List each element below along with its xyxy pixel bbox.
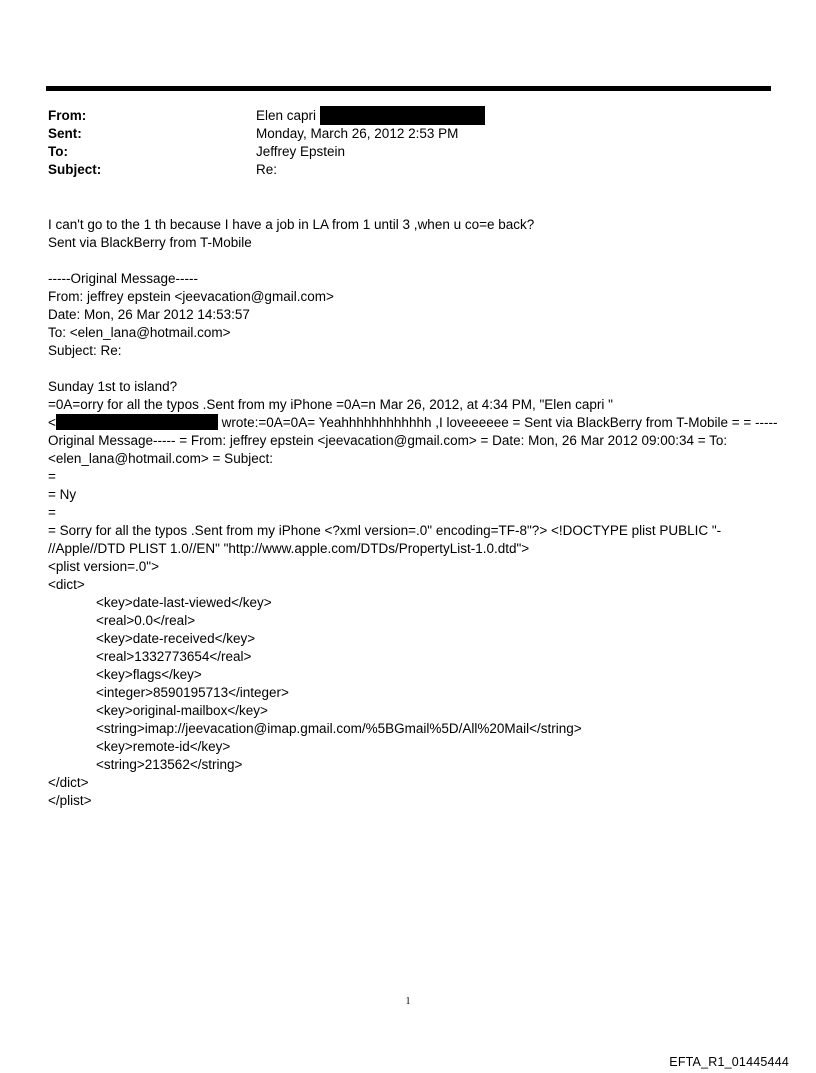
sent-label: Sent: bbox=[48, 126, 82, 141]
subject-value: Re: bbox=[256, 162, 278, 177]
email-body bbox=[48, 216, 778, 810]
to-label: To: bbox=[48, 144, 68, 159]
sent-value: Monday, March 26, 2012 2:53 PM bbox=[256, 126, 459, 141]
quoted-line: </plist> bbox=[48, 793, 92, 808]
quoted-line: //Apple//DTD PLIST 1.0//EN" "http://www.apple.com/DTDs/PropertyList-1.0.dtd"> bbox=[48, 541, 530, 556]
quoted-line: =0A=orry for all the typos .Sent from my iPhone =0A=n Mar 26, 2012, at 4:34 PM, "Elen capri " bbox=[48, 397, 613, 412]
reply-line: Sent via BlackBerry from T-Mobile bbox=[48, 235, 252, 250]
page-number: 1 bbox=[405, 996, 411, 1007]
quoted-line: <dict> bbox=[48, 577, 85, 592]
original-header-line: To: <elen_lana@hotmail.com> bbox=[48, 325, 231, 340]
plist-line: <real>1332773654</real> bbox=[96, 649, 252, 664]
to-value: Jeffrey Epstein bbox=[256, 144, 346, 159]
reply-line: I can't go to the 1 th because I have a job in LA from 1 until 3 ,when u co=e back? bbox=[48, 217, 535, 232]
quoted-line-prefix: < bbox=[48, 415, 56, 430]
quoted-line: = Ny bbox=[48, 487, 77, 502]
quoted-line: = Sorry for all the typos .Sent from my iPhone <?xml version=.0" encoding=TF-8"?> <!DOCTYPE plist PUBLIC "- bbox=[48, 523, 722, 538]
original-header-line: Date: Mon, 26 Mar 2012 14:53:57 bbox=[48, 307, 250, 322]
bates-number: EFTA_R1_01445444 bbox=[669, 1055, 789, 1069]
plist-line: <integer>8590195713</integer> bbox=[96, 685, 289, 700]
quoted-line: Original Message----- = From: jeffrey epstein <jeevacation@gmail.com> = Date: Mon, 26 Mar 2012 09:00:34 = To: bbox=[48, 433, 728, 448]
plist-line: <key>date-last-viewed</key> bbox=[96, 595, 272, 610]
quoted-line: </dict> bbox=[48, 775, 89, 790]
plist-line: <key>remote-id</key> bbox=[96, 739, 231, 754]
plist-line: <key>original-mailbox</key> bbox=[96, 703, 268, 718]
plist-line: <string>imap://jeevacation@imap.gmail.com/%5BGmail%5D/All%20Mail</string> bbox=[96, 721, 582, 736]
from-redaction bbox=[320, 106, 485, 125]
quoted-line: Sunday 1st to island? bbox=[48, 379, 178, 394]
quoted-line-with-redaction bbox=[48, 414, 778, 432]
header-rule bbox=[46, 86, 771, 91]
plist-line: <string>213562</string> bbox=[96, 757, 243, 772]
from-value: Elen capri bbox=[256, 108, 317, 123]
plist-line: <key>date-received</key> bbox=[96, 631, 256, 646]
email-redaction bbox=[56, 414, 218, 430]
quoted-line: = bbox=[48, 505, 56, 520]
blank-line bbox=[48, 360, 773, 378]
blank-line bbox=[48, 252, 773, 270]
plist-line: <real>0.0</real> bbox=[96, 613, 196, 628]
quoted-line-suffix: wrote:=0A=0A= Yeahhhhhhhhhhhh ,I loveeeeee = Sent via BlackBerry from T-Mobile = = ----- bbox=[217, 415, 778, 430]
original-header-line: Subject: Re: bbox=[48, 343, 122, 358]
original-header-line: -----Original Message----- bbox=[48, 271, 199, 286]
from-label: From: bbox=[48, 108, 87, 123]
quoted-line: <plist version=.0"> bbox=[48, 559, 159, 574]
quoted-line: <elen_lana@hotmail.com> = Subject: bbox=[48, 451, 273, 466]
quoted-line: = bbox=[48, 469, 56, 484]
original-header-line: From: jeffrey epstein <jeevacation@gmail.com> bbox=[48, 289, 334, 304]
plist-line: <key>flags</key> bbox=[96, 667, 202, 682]
subject-label: Subject: bbox=[48, 162, 102, 177]
